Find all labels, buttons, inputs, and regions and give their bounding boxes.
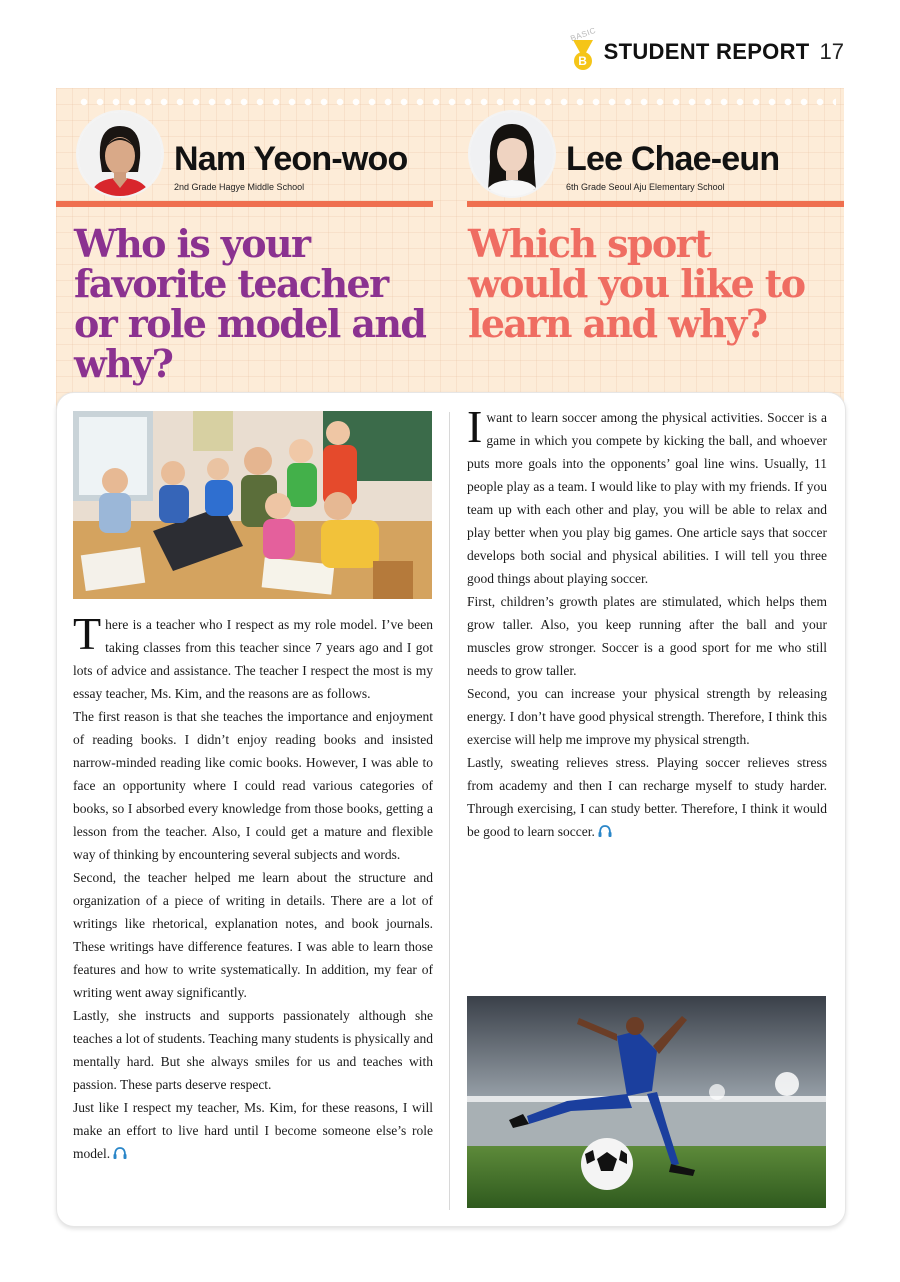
student-name: Nam Yeon-woo	[174, 140, 408, 178]
question-heading-left: Who is your favorite teacher or role model and why?	[74, 221, 426, 386]
paragraph: Second, the teacher helped me learn about the structure and organization of a piece of writing in details. There are a lot of writings like rhetorical, explanation notes, and book journals. These writings have difference features. I was able to learn those features and how to write systematically. In addition, my fear of writing went away significantly.	[73, 870, 433, 1000]
orange-rule-left	[56, 201, 433, 207]
paragraph-text: here is a teacher who I respect as my role model. I’ve been taking classes from this teacher since 7 years ago and I got lots of advice and assistance. The teacher I respect the most is my essay teacher, Ms. Kim, and the reasons are as follows.	[73, 617, 433, 701]
paragraph	[467, 401, 827, 590]
avatar-lee-chae-eun	[468, 110, 556, 198]
column-divider	[449, 412, 450, 1210]
paragraph: Lastly, she instructs and supports passionately although she teaches a lot of students. Teaching many students is physically and mentally hard. But she always smiles for us and teaches with passion. These parts deserve respect.	[73, 1008, 433, 1092]
paragraph-text: want to learn soccer among the physical activities. Soccer is a game in which you compete by kicking the ball, and whoever puts more goals into the opponents’ goal line wins. Usually, 11 people play as a team. I would like to play with my friends. If you team up with each other and play, you will be able to relax and play better when you play big games. One article says that soccer develops both social and physical abilities. I will tell you three good things about playing soccer.	[467, 410, 827, 586]
paragraph	[73, 1096, 433, 1165]
headphones-icon	[598, 825, 612, 837]
page-header	[568, 25, 844, 74]
classroom-photo	[73, 411, 432, 599]
profile-left	[76, 110, 432, 200]
drop-cap: T	[73, 608, 102, 659]
section-title: STUDENT REPORT	[603, 39, 810, 64]
paragraph: Second, you can increase your physical strength by releasing energy. I don’t have good physical strength. Therefore, I think this exercise will help me improve my physical strength.	[467, 686, 827, 747]
soccer-illustration	[467, 996, 826, 1208]
article-left	[73, 608, 433, 1165]
student-school: 6th Grade Seoul Aju Elementary School	[566, 182, 725, 192]
profile-right	[468, 110, 844, 200]
basic-logo	[568, 25, 598, 74]
paragraph: The first reason is that she teaches the importance and enjoyment of reading books. I didn’t enjoy reading books and insisted narrow-minded reading like comic books. However, I was able to face an opportunity where I could read various categories of books, so I absorbed every knowledge from those books, getting a lesson from the teacher. Also, I could get a mature and flexible way of thinking by encountering several subjects and words.	[73, 709, 433, 862]
paragraph: First, children’s growth plates are stimulated, which helps them grow taller. Also, you keep running after the ball and your muscles grow stronger. Soccer is a good sport for me who still needs to grow taller.	[467, 594, 827, 678]
perforation-dots	[76, 98, 836, 106]
portrait-icon	[78, 112, 162, 196]
orange-rule-right	[467, 201, 844, 207]
article-right	[467, 401, 827, 843]
avatar-nam-yeon-woo	[76, 110, 164, 198]
paragraph	[467, 751, 827, 843]
logo-small-text: BASIC	[568, 25, 597, 44]
classroom-illustration	[73, 411, 432, 599]
soccer-photo	[467, 996, 826, 1208]
question-heading-right: Which sport would you like to learn and why?	[468, 221, 805, 346]
headphones-icon	[113, 1147, 127, 1159]
student-name: Lee Chae-eun	[566, 140, 780, 178]
portrait-icon	[470, 112, 554, 196]
drop-cap: I	[467, 401, 483, 452]
paragraph-text: Just like I respect my teacher, Ms. Kim, for these reasons, I will make an effort to live hard until I become someone else’s role model.	[73, 1100, 433, 1161]
paragraph	[73, 608, 433, 705]
student-school: 2nd Grade Hagye Middle School	[174, 182, 305, 192]
logo-letter: B	[574, 52, 592, 70]
paragraph-text: Lastly, sweating relieves stress. Playing soccer relieves stress from academy and then I can recharge myself to study harder. Through exercising, I can study better. Therefore, I think it would be good to learn soccer.	[467, 755, 827, 839]
page-number: 17	[819, 39, 844, 64]
